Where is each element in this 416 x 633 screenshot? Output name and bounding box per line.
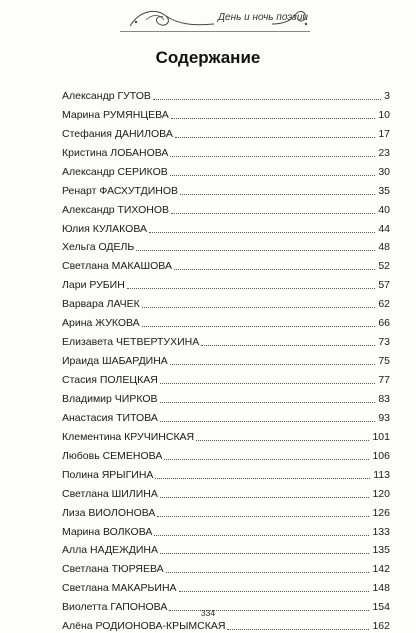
toc-author: Светлана ШИЛИНА [62, 487, 158, 500]
toc-author: Лари РУБИН [62, 279, 125, 292]
toc-page-number: 154 [372, 601, 390, 614]
toc-entry [62, 520, 390, 539]
toc-entry [62, 349, 390, 368]
toc-author: Ренарт ФАСХУТДИНОВ [62, 184, 179, 197]
toc-author: Лиза ВИОЛОНОВА [62, 506, 156, 519]
toc-author: Стасия ПОЛЕЦКАЯ [62, 374, 158, 386]
toc-author: Светлана МАКАШОВА [62, 260, 172, 273]
dot-leader [180, 194, 375, 195]
toc-page-number: 142 [372, 563, 390, 576]
dot-leader [142, 307, 376, 308]
toc-entry [62, 482, 390, 501]
toc-page-number: 73 [378, 336, 390, 349]
toc-author: Александр ГУТОВ [62, 89, 151, 102]
toc-author: Анастасия ТИТОВА [62, 411, 158, 424]
toc-entry [62, 444, 390, 463]
toc-page-number: 44 [378, 222, 390, 235]
toc-author: Алёна РОДИОНОВА-КРЫМСКАЯ [62, 620, 226, 633]
toc-author: Светлана ТЮРЯЕВА [62, 563, 164, 576]
toc-page-number: 75 [378, 355, 390, 368]
toc-entry [62, 179, 390, 198]
toc-page-number: 62 [378, 298, 390, 311]
toc-page-number: 93 [378, 411, 390, 424]
toc-page-number: 3 [384, 89, 390, 102]
toc-page-number: 77 [378, 374, 390, 386]
toc-entry [62, 292, 390, 311]
dot-leader [142, 326, 376, 327]
toc-author: Кристина ЛОБАНОВА [62, 146, 169, 159]
toc-author: Варвара ЛАЧЕК [62, 298, 140, 311]
toc-page-number: 23 [378, 146, 390, 159]
dot-leader [171, 118, 376, 119]
toc-author: Клементина КРУЧИНСКАЯ [62, 430, 195, 443]
running-header [0, 0, 416, 40]
dot-leader [154, 535, 369, 536]
toc-page-number: 30 [378, 165, 390, 178]
toc-entry [62, 84, 390, 103]
toc-author: Александр ТИХОНОВ [62, 203, 169, 216]
toc-page-number: 17 [378, 127, 390, 140]
dot-leader [136, 250, 375, 251]
toc-author: Арина ЖУКОВА [62, 317, 140, 330]
dot-leader [127, 288, 375, 289]
dot-leader [160, 421, 375, 422]
dot-leader [160, 402, 376, 403]
dot-leader [170, 175, 376, 176]
toc-page-number: 83 [378, 392, 390, 405]
dot-leader [170, 156, 375, 157]
header-rule [120, 31, 310, 32]
dot-leader [196, 440, 369, 441]
toc-entry [62, 501, 390, 520]
dot-leader [201, 345, 375, 346]
dot-leader [160, 383, 376, 384]
toc-entry [62, 330, 390, 349]
toc-page-number: 48 [378, 241, 390, 254]
toc-author: Александр СЕРИКОВ [62, 165, 168, 178]
dot-leader [174, 269, 375, 270]
toc-entry [62, 539, 390, 558]
toc-author: Марина РУМЯНЦЕВА [62, 108, 169, 121]
toc-author: Полина ЯРЫГИНА [62, 468, 154, 481]
toc-entry [62, 387, 390, 406]
toc-page-number: 162 [372, 620, 390, 633]
toc-author: Юлия КУЛАКОВА [62, 222, 148, 235]
toc-author: Любовь СЕМЕНОВА [62, 449, 163, 462]
toc-entry [62, 463, 390, 482]
toc-author: Стефания ДАНИЛОВА [62, 127, 173, 140]
toc-entry [62, 141, 390, 160]
toc-page-number: 135 [372, 544, 390, 557]
page-title: Содержание [155, 48, 261, 67]
toc-page-number: 35 [378, 184, 390, 197]
dot-leader [170, 364, 376, 365]
toc-entry [62, 273, 390, 292]
toc-entry [62, 254, 390, 273]
toc-author: Елизавета ЧЕТВЕРТУХИНА [62, 336, 200, 349]
toc-page-number: 101 [372, 430, 390, 443]
dot-leader [179, 591, 370, 592]
dot-leader [175, 137, 375, 138]
dot-leader [160, 497, 370, 498]
toc-entry [62, 122, 390, 141]
toc-entry [62, 103, 390, 122]
toc-author: Виолетта ГАПОНОВА [62, 601, 168, 614]
toc-author: Светлана МАКАРЬИНА [62, 582, 177, 595]
dot-leader [157, 516, 369, 517]
toc-page-number: 66 [378, 317, 390, 330]
toc-entry [62, 368, 390, 387]
toc-entry [62, 576, 390, 595]
table-of-contents [62, 84, 390, 633]
dot-leader [164, 459, 369, 460]
toc-author: Владимир ЧИРКОВ [62, 392, 158, 405]
toc-page-number: 10 [378, 108, 390, 121]
toc-page-number: 133 [372, 525, 390, 538]
dot-leader [155, 478, 370, 479]
dot-leader [160, 553, 369, 554]
toc-page-number: 120 [372, 487, 390, 500]
flourish-ornament-right [270, 6, 310, 30]
toc-entry [62, 425, 390, 444]
dot-leader [153, 99, 381, 100]
toc-page-number: 52 [378, 260, 390, 273]
toc-author: Хельга ОДЕЛЬ [62, 241, 135, 254]
toc-entry [62, 557, 390, 576]
flourish-ornament-left [126, 6, 218, 30]
dot-leader [171, 213, 375, 214]
toc-entry [62, 160, 390, 179]
dot-leader [227, 629, 369, 630]
toc-author: Марина ВОЛКОВА [62, 525, 153, 538]
dot-leader [166, 572, 370, 573]
toc-page-number: 113 [373, 468, 390, 481]
toc-author: Алла НАДЕЖДИНА [62, 544, 159, 557]
toc-entry [62, 236, 390, 255]
toc-author: Ираида ШАБАРДИНА [62, 355, 168, 368]
page-number: 334 [200, 608, 216, 618]
toc-entry [62, 198, 390, 217]
toc-page-number: 148 [372, 582, 390, 595]
running-title: День и ночь поэзии [218, 12, 308, 23]
toc-page-number: 40 [378, 203, 390, 216]
dot-leader [149, 232, 375, 233]
toc-entry [62, 311, 390, 330]
toc-page-number: 126 [372, 506, 390, 519]
toc-entry [62, 406, 390, 425]
toc-page-number: 57 [378, 279, 390, 292]
toc-entry [62, 217, 390, 236]
toc-page-number: 106 [372, 449, 390, 462]
